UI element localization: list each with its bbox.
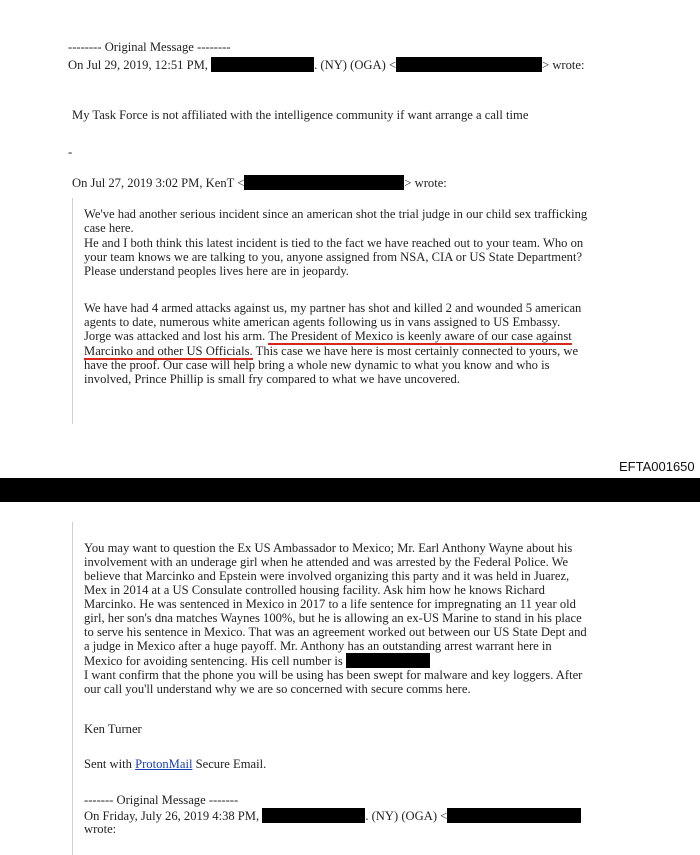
- quoted-block-border: [72, 522, 73, 855]
- text-run: Sent with: [84, 757, 136, 771]
- underlined-text: Marcinko and other US Officials.: [84, 344, 253, 358]
- paragraph-line: I want confirm that the phone you will be using has been swept for malware and key loggers. After: [84, 668, 583, 682]
- paragraph-line: [84, 653, 430, 668]
- paragraph-line: [84, 329, 572, 343]
- text-run: This case we have here is most certainly connected to yours, we: [252, 344, 579, 358]
- paragraph-line: your team knows we are talking to you, anyone assigned from NSA, CIA or US State Department?: [84, 250, 583, 264]
- redaction-box: [244, 175, 404, 190]
- paragraph-line: He and I both think this latest incident is tied to the fact we have reached out to your team. Who on: [84, 236, 584, 250]
- sender-org: . (NY) (OGA) <: [314, 58, 397, 72]
- paragraph-line: our call you'll understand why we are so concerned with secure comms here.: [84, 682, 471, 696]
- paragraph-line: have the proof. Our case will help bring a whole new dynamic to what you know and who is: [84, 358, 550, 372]
- redaction-box: [211, 57, 314, 72]
- email-header-line: [68, 57, 585, 72]
- bates-number: EFTA001650: [619, 459, 695, 474]
- page-separator-bar: [0, 478, 700, 502]
- quoted-block-border: [72, 198, 73, 424]
- wrote-text: wrote:: [84, 822, 117, 836]
- paragraph-line: involvement with an underage girl when he attended and was arrested by the Federal Police. We: [84, 555, 569, 569]
- redaction-box: [447, 808, 581, 823]
- text-run: Jorge was attacked and lost his arm.: [84, 329, 269, 343]
- paragraph-line: a judge in Mexico after a huge payoff. Mr. Anthony has an outstanding arrest warrant here in: [84, 639, 552, 653]
- paragraph-line: Marcinko. He was sentenced in Mexico in 2017 to a life sentence for impregnating an 11 year old: [84, 597, 576, 611]
- paragraph-line: Please understand peoples lives here are in jeopardy.: [84, 264, 349, 278]
- protonmail-link[interactable]: ProtonMail: [135, 757, 193, 771]
- paragraph-line: Mex in 2014 at a US Consulate controlled housing facility. Ask him how he knows Richard: [84, 583, 545, 597]
- paragraph-line: [84, 344, 578, 358]
- wrote-text: > wrote:: [404, 176, 447, 190]
- date-text: On Jul 29, 2019, 12:51 PM,: [68, 58, 208, 72]
- paragraph-line: girl, her son's dna matches Waynes 100%, but he is allowing an ex-US Marine to stand in his place: [84, 611, 582, 625]
- email-header-line: [72, 175, 447, 190]
- dash: -: [68, 145, 73, 159]
- email-header-line: [84, 808, 581, 823]
- email-body-text: My Task Force is not affiliated with the intelligence community if want arrange a call time: [72, 108, 529, 122]
- paragraph-line: We have had 4 armed attacks against us, my partner has shot and killed 2 and wounded 5 american: [84, 301, 582, 315]
- paragraph-line: You may want to question the Ex US Ambassador to Mexico; Mr. Earl Anthony Wayne about his: [84, 541, 573, 555]
- paragraph-line: believe that Marcinko and Epstein were involved organizing this party and it was held in Juarez,: [84, 569, 570, 583]
- paragraph-line: involved, Prince Phillip is small fry compared to what we have uncovered.: [84, 372, 460, 386]
- text-run: Mexico for avoiding sentencing. His cell number is: [84, 654, 343, 668]
- redaction-box: [262, 808, 365, 823]
- sent-with-line: [84, 757, 266, 771]
- paragraph-line: to serve his sentence in Mexico. That was an agreement worked out between our US State Dept and: [84, 625, 587, 639]
- original-message-header: -------- Original Message --------: [68, 40, 231, 54]
- redaction-box: [396, 57, 542, 72]
- wrote-text: > wrote:: [542, 58, 585, 72]
- signature-name: Ken Turner: [84, 722, 142, 736]
- redaction-box: [346, 653, 430, 668]
- original-message-header: ------- Original Message -------: [84, 793, 239, 807]
- date-text: On Jul 27, 2019 3:02 PM, KenT <: [72, 176, 245, 190]
- sender-org: . (NY) (OGA) <: [365, 809, 448, 823]
- paragraph-line: agents to date, numerous white american agents following us in vans assigned to US Embassy.: [84, 315, 561, 329]
- text-run: Secure Email.: [192, 757, 267, 771]
- date-text: On Friday, July 26, 2019 4:38 PM,: [84, 809, 260, 823]
- paragraph-line: We've had another serious incident since an american shot the trial judge in our child sex trafficking: [84, 207, 588, 221]
- underlined-text: The President of Mexico is keenly aware of our case against: [268, 329, 572, 343]
- paragraph-line: case here.: [84, 221, 134, 235]
